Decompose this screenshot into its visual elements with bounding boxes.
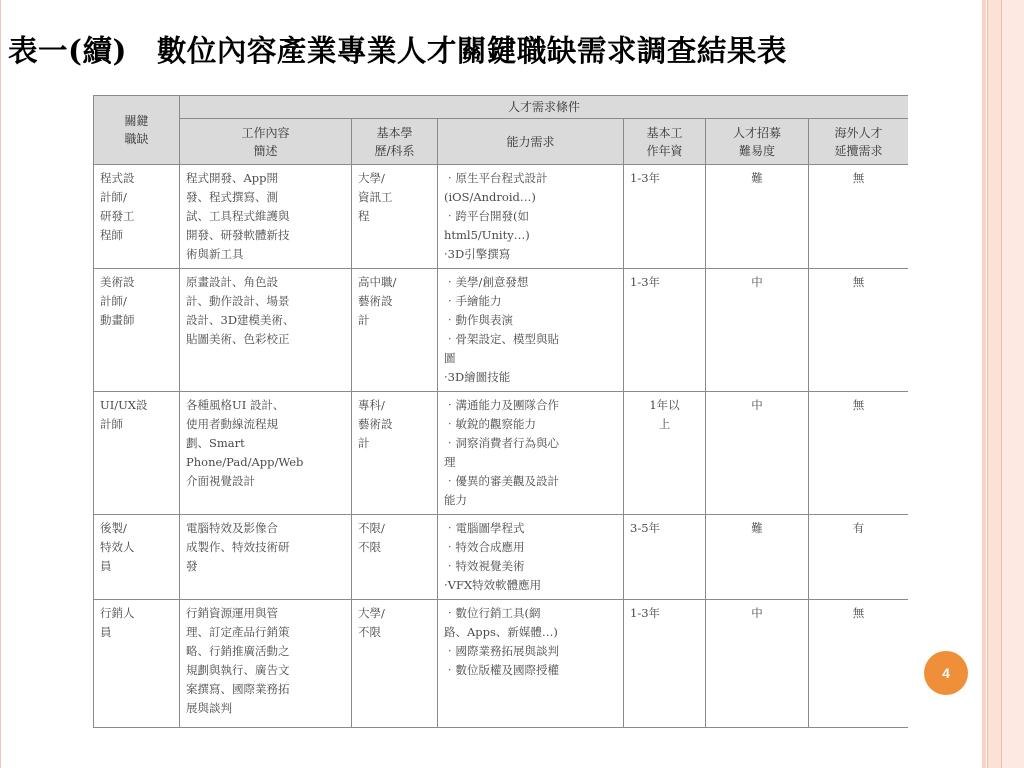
- table-row: [94, 165, 909, 269]
- cell-overseas: 無: [809, 269, 909, 392]
- cell-work: 行銷資源運用與管 理、訂定產品行銷策 略、行銷推廣活動之 規劃與執行、廣告文 案撰寫、國際業務拓 展與談判: [180, 600, 352, 728]
- cell-years: 1年以 上: [624, 392, 706, 515]
- cell-work: 電腦特效及影像合 成製作、特效技術研 發: [180, 515, 352, 600]
- page-number-badge: 4: [924, 651, 968, 695]
- right-decorative-stripe: [988, 0, 1001, 768]
- cell-difficulty: 中: [706, 269, 809, 392]
- table-row: [94, 515, 909, 600]
- cell-difficulty: 中: [706, 392, 809, 515]
- cell-difficulty: 難: [706, 165, 809, 269]
- cell-skills: ‧溝通能力及團隊合作 ‧敏銳的觀察能力 ‧洞察消費者行為與心 理 ‧優異的審美觀及設計 能力: [438, 392, 624, 515]
- talent-demand-table: [93, 95, 908, 728]
- cell-skills: ‧電腦圖學程式 ‧特效合成應用 ‧特效視覺美術 ‧VFX特效軟體應用: [438, 515, 624, 600]
- cell-overseas: 有: [809, 515, 909, 600]
- header-role: 關鍵 職缺: [94, 96, 180, 165]
- header-work: 工作內容 簡述: [180, 119, 352, 165]
- header-education: 基本學 歷/科系: [352, 119, 438, 165]
- table-row: [94, 269, 909, 392]
- cell-role: 後製/ 特效人 員: [94, 515, 180, 600]
- cell-years: 1-3年: [624, 600, 706, 728]
- cell-overseas: 無: [809, 165, 909, 269]
- cell-education: 專科/ 藝術設 計: [352, 392, 438, 515]
- cell-role: 程式設 計師/ 研發工 程師: [94, 165, 180, 269]
- header-group: 人才需求條件: [180, 96, 909, 119]
- header-difficulty: 人才招募 難易度: [706, 119, 809, 165]
- cell-difficulty: 難: [706, 515, 809, 600]
- cell-difficulty: 中: [706, 600, 809, 728]
- cell-education: 高中職/ 藝術設 計: [352, 269, 438, 392]
- header-skills: 能力需求: [438, 119, 624, 165]
- cell-education: 大學/ 資訊工 程: [352, 165, 438, 269]
- right-decorative-stripe: [1002, 0, 1024, 768]
- cell-role: UI/UX設 計師: [94, 392, 180, 515]
- cell-years: 3-5年: [624, 515, 706, 600]
- table-row: [94, 392, 909, 515]
- cell-overseas: 無: [809, 392, 909, 515]
- cell-work: 各種風格UI 設計、 使用者動線流程規 劃、Smart Phone/Pad/App/Web 介面視覺設計: [180, 392, 352, 515]
- cell-role: 行銷人 員: [94, 600, 180, 728]
- left-edge-line: [0, 0, 1, 768]
- cell-skills: ‧數位行銷工具(網 路、Apps、新媒體…) ‧國際業務拓展與談判 ‧數位版權及國際授權: [438, 600, 624, 728]
- slide-title: 表一(續) 數位內容產業專業人才關鍵職缺需求調查結果表: [8, 33, 787, 68]
- cell-education: 大學/ 不限: [352, 600, 438, 728]
- cell-role: 美術設 計師/ 動畫師: [94, 269, 180, 392]
- header-overseas: 海外人才 延攬需求: [809, 119, 909, 165]
- cell-years: 1-3年: [624, 269, 706, 392]
- cell-overseas: 無: [809, 600, 909, 728]
- cell-education: 不限/ 不限: [352, 515, 438, 600]
- header-years: 基本工 作年資: [624, 119, 706, 165]
- cell-work: 原畫設計、角色設 計、動作設計、場景 設計、3D建模美術、 貼圖美術、色彩校正: [180, 269, 352, 392]
- cell-years: 1-3年: [624, 165, 706, 269]
- talent-demand-table-image: [93, 95, 908, 745]
- cell-skills: ‧美學/創意發想 ‧手繪能力 ‧動作與表演 ‧骨架設定、模型與貼 圖 ‧3D繪圖技能: [438, 269, 624, 392]
- cell-skills: ‧原生平台程式設計 (iOS/Android…) ‧跨平台開發(如 html5/Unity…) ‧3D引擎撰寫: [438, 165, 624, 269]
- table-row: [94, 600, 909, 728]
- cell-work: 程式開發、App開 發、程式撰寫、測 試、工具程式維護與 開發、研發軟體新技 術與新工具: [180, 165, 352, 269]
